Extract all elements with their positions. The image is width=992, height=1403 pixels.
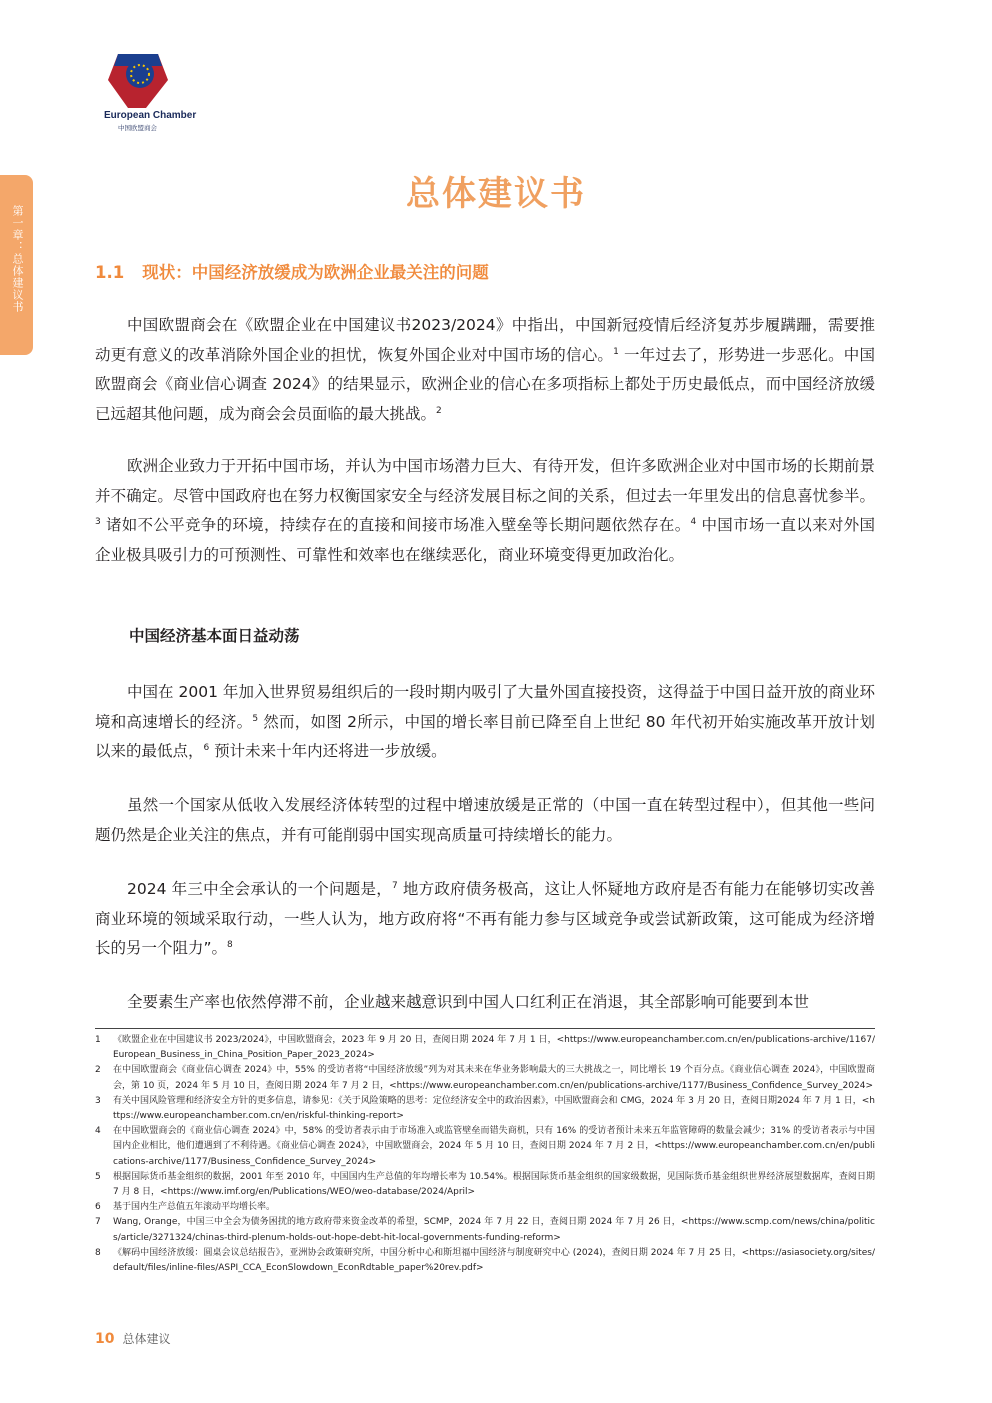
footnote-ref: 3 (95, 517, 101, 527)
footnote-ref: 6 (203, 743, 210, 753)
logo-text-cn: 中国欧盟商会 (118, 124, 157, 132)
page-footer (95, 1330, 171, 1347)
footnote-ref: 4 (690, 517, 697, 527)
page-number: 10 (95, 1331, 115, 1347)
footnote: 1 《欧盟企业在中国建议书 2023/2024》，中国欧盟商会，2023 年 9 月 20 日，查阅日期 2024 年 7 月 1 日，<https://www.europeanchamber.com.cn/en/publications-archive/1167/European_Business_in_China_Position_Paper_2023_2024> (95, 1035, 875, 1061)
footnote: 5 根据国际货币基金组织的数据，2001 年至 2010 年，中国国内生产总值的年均增长率为 10.54%。根据国际货币基金组织的国家级数据，见国际货币基金组织世界经济展望数据库，查阅日期 7 月 8 日，<https://www.imf.org/en/Publications/WEO/weo-database/2024/April> (95, 1171, 875, 1198)
chapter-side-tab-label: 第一章：总体建议书 (11, 205, 24, 313)
footnote: 4 在中国欧盟商会的《商业信心调查 2024》中，58% 的受访者表示由于市场准入或监管壁垒而错失商机，只有 16% 的受访者预计未来五年监管障碍的数量会减少；31% 的受访者表示与中国国内企业相比，他们遭遇到了不利待遇。《商业信心调查 2024》，中国欧盟商会，2024 年 5 月 10 日，查阅日期 2024 年 7 月 2 日，<https://www.europeanchamber.com.cn/en/publications-archive/1177/Business_Confidence_Survey_2024> (95, 1126, 875, 1167)
footnote-ref: 1 (613, 346, 619, 357)
footnote: 2 在中国欧盟商会《商业信心调查 2024》中，55% 的受访者将“中国经济放缓”列为对其未来在华业务影响最大的三大挑战之一，同比增长 19 个百分点。《商业信心调查 2024》，中国欧盟商会，第 10 页，2024 年 5 月 10 日，查阅日期 2024 年 7 月 2 日，<https://www.europeanchamber.com.cn/en/publications-archive/1177/Business_Confidence_Survey_2024> (95, 1065, 875, 1091)
footnote-divider (95, 1028, 875, 1029)
footnote-ref: 2 (436, 405, 442, 416)
european-chamber-logo (104, 52, 197, 136)
footnote: 3 有关中国风险管理和经济安全方针的更多信息，请参见：《关于风险策略的思考：定位经济安全中的政治因素》，中国欧盟商会和 CMG，2024 年 3 月 20 日，查阅日期2024 年 7 月 1 日，<https://www.europeanchamber.com.cn/en/riskful-thinking-report> (95, 1095, 875, 1122)
section-title: 现状：中国经济放缓成为欧洲企业最关注的问题 (142, 263, 489, 282)
logo-text-en: European Chamber (104, 110, 197, 121)
paragraph: 虽然一个国家从低收入发展经济体转型的过程中增速放缓是正常的（中国一直在转型过程中），但其他一些问题仍然是企业关注的焦点，并有可能削弱中国实现高质量可持续增长的能力。 (95, 796, 875, 844)
paragraph: 欧洲企业致力于开拓中国市场，并认为中国市场潜力巨大、有待开发，但许多欧洲企业对中国市场的长期前景并不确定。尽管中国政府也在努力权衡国家安全与经济发展目标之间的关系，但过去一年里发出的信息喜忧参半。$^3$ 诸如不公平竞争的环境，持续存在的直接和间接市场准入壁垒等长期问题依然存在。$^4$ 中国市场一直以来对外国企业极具吸引力的可预测性、可靠性和效率也在继续恶化，商业环境变得更加政治化。 (95, 457, 875, 564)
section-heading (95, 259, 489, 283)
footer-label: 总体建议 (122, 1332, 171, 1346)
subheading: 中国经济基本面日益动荡 (129, 627, 300, 645)
section-number: 1.1 (95, 263, 125, 282)
footnotes (95, 1033, 875, 1276)
footnote: 8 《解码中国经济放缓：圆桌会议总结报告》，亚洲协会政策研究所，中国分析中心和斯坦福中国经济与制度研究中心 (2024)，查阅日期 2024 年 7 月 25 日，<https://asiasociety.org/sites/default/files/inline-files/ASPI_CCA_EconSlowdown_EconRdtable_paper%20rev.pdf> (95, 1247, 875, 1274)
footnote: 6 基于国内生产总值五年滚动平均增长率。 (95, 1202, 276, 1213)
page-title: 总体建议书 (406, 174, 586, 214)
paragraph: 全要素生产率也依然停滞不前，企业越来越意识到中国人口红利正在消退，其全部影响可能要到本世 (127, 993, 810, 1011)
footnote-ref: 8 (227, 940, 233, 950)
paragraph: 中国欧盟商会在《欧盟企业在中国建议书2023/2024》中指出，中国新冠疫情后经济复苏步履蹒跚，需要推动更有意义的改革消除外国企业的担忧，恢复外国企业对中国市场的信心。$^1$ 一年过去了，形势进一步恶化。中国欧盟商会《商业信心调查 2024》的结果显示，欧洲企业的信心在多项指标上都处于历史最低点，而中国经济放缓已远超其他问题，成为商会会员面临的最大挑战。$^2$ (95, 316, 875, 423)
logo-mark-icon (106, 52, 170, 110)
footnote: 7 Wang, Orange，中国三中全会为债务困扰的地方政府带来资金改革的希望，SCMP，2024 年 7 月 22 日，查阅日期 2024 年 7 月 26 日，<https://www.scmp.com/news/china/politics/article/3271324/chinas-third-plenum-holds-out-hope-debt-hit-local-governments-funding-reform> (95, 1217, 875, 1243)
footnote-ref: 5 (252, 713, 259, 724)
paragraph: 2024 年三中全会承认的一个问题是，$^7$ 地方政府债务极高，这让人怀疑地方政府是否有能力在能够切实改善商业环境的领域采取行动，一些人认为，地方政府将“不再有能力参与区域竞争或尝试新政策，这可能成为经济增长的另一个阻力”。$^8$ (95, 880, 875, 957)
paragraph: 中国在 2001 年加入世界贸易组织后的一段时期内吸引了大量外国直接投资，这得益于中国日益开放的商业环境和高速增长的经济。$^5$ 然而，如图 2所示，中国的增长率目前已降至自上世纪 80 年代初开始实施改革开放计划以来的最低点，$^6$ 预计未来十年内还将进一步放缓。 (95, 683, 875, 760)
footnote-ref: 7 (392, 881, 398, 891)
